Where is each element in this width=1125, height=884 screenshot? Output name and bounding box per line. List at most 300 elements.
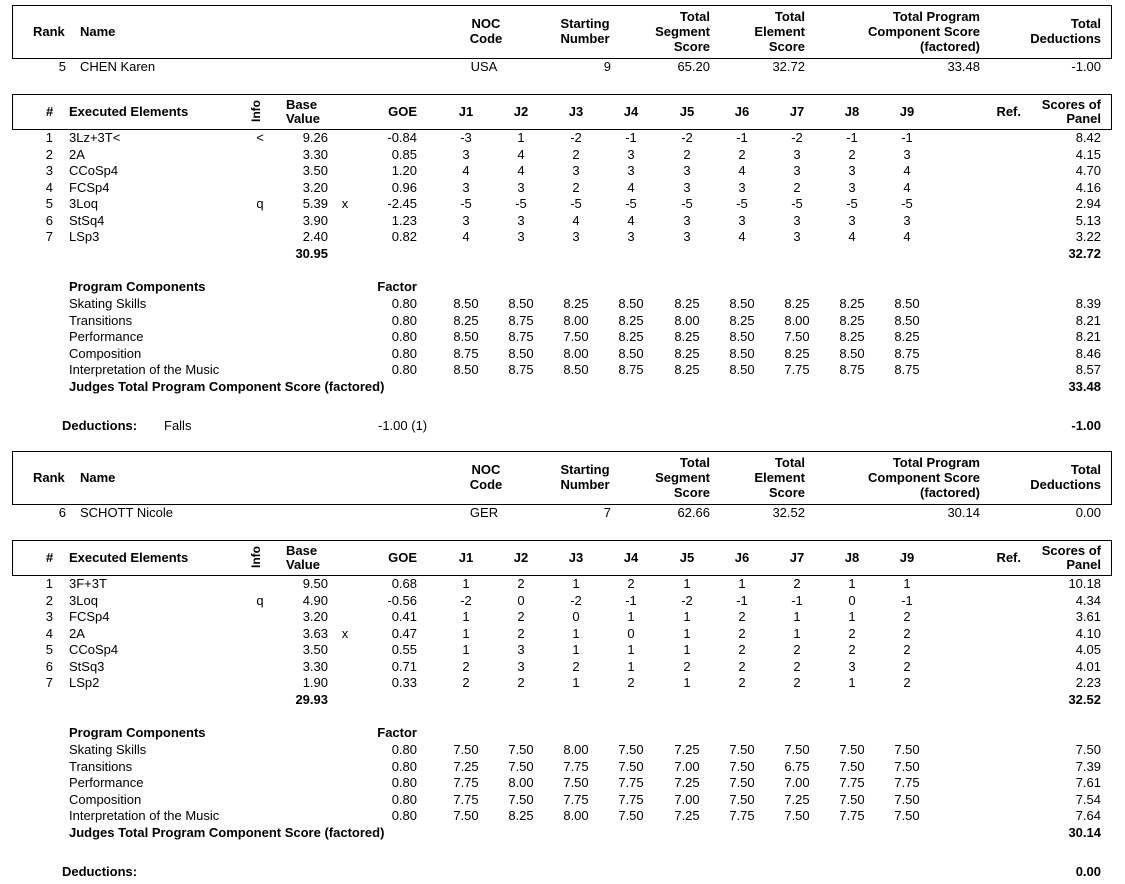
deductions-label: Deductions: xyxy=(62,418,138,433)
judge-header: J3 xyxy=(568,550,584,565)
component-judge-score: 8.00 xyxy=(563,313,589,328)
component-name: Skating Skills xyxy=(69,296,147,311)
element-judge-score: 2 xyxy=(517,576,525,591)
element-info: < xyxy=(256,130,264,145)
total-pcs: 33.48 xyxy=(947,59,980,74)
component-judge-score: 7.50 xyxy=(618,759,644,774)
element-judge-score: 2 xyxy=(738,626,746,641)
element-name: StSq4 xyxy=(69,213,105,228)
element-base-value: 3.50 xyxy=(302,163,328,178)
element-number: 4 xyxy=(45,626,53,641)
component-judge-score: 8.50 xyxy=(894,313,920,328)
element-goe: 1.20 xyxy=(391,163,417,178)
skater-name: CHEN Karen xyxy=(80,59,156,74)
component-judge-score: 7.50 xyxy=(784,742,810,757)
judges-total-pcs-value: 33.48 xyxy=(1068,379,1101,394)
element-goe: 1.23 xyxy=(391,213,417,228)
element-judge-score: 1 xyxy=(793,609,801,624)
component-judge-score: 7.50 xyxy=(894,759,920,774)
element-judge-score: -3 xyxy=(460,130,472,145)
judges-total-pcs-label: Judges Total Program Component Score (factored) xyxy=(69,379,385,394)
component-judge-score: 8.50 xyxy=(508,346,534,361)
component-judge-score: 7.50 xyxy=(839,759,865,774)
scores-of-panel-header: Panel xyxy=(1066,557,1101,572)
element-judge-score: 1 xyxy=(572,642,580,657)
element-judge-score: 3 xyxy=(793,229,801,244)
element-base-value: 1.90 xyxy=(302,675,328,690)
component-panel-score: 8.39 xyxy=(1075,296,1101,311)
component-judge-score: 7.50 xyxy=(729,775,755,790)
component-judge-score: 7.50 xyxy=(563,329,589,344)
component-judge-score: 8.25 xyxy=(839,313,865,328)
component-judge-score: 8.25 xyxy=(618,313,644,328)
judge-header: J1 xyxy=(458,550,474,565)
component-judge-score: 8.50 xyxy=(729,362,755,377)
element-judge-score: 1 xyxy=(903,576,911,591)
element-goe: 0.68 xyxy=(391,576,417,591)
element-judge-score: 3 xyxy=(517,213,525,228)
component-judge-score: 8.25 xyxy=(839,296,865,311)
deduction-type: Falls xyxy=(164,418,192,433)
element-bonus-mark: x xyxy=(341,196,349,211)
noc-header: Code xyxy=(469,477,503,492)
skater-start-number: 9 xyxy=(603,59,611,74)
element-judge-score: 1 xyxy=(462,642,470,657)
starting-number-header: Starting xyxy=(560,16,610,31)
element-score-header: Total xyxy=(774,9,805,24)
element-judge-score: -1 xyxy=(901,130,913,145)
element-panel-score: 3.61 xyxy=(1075,609,1101,624)
component-judge-score: 8.00 xyxy=(784,313,810,328)
program-components-header: Program Components xyxy=(69,725,206,740)
component-judge-score: 7.75 xyxy=(894,775,920,790)
element-judge-score: 3 xyxy=(738,213,746,228)
element-judge-score: 1 xyxy=(462,626,470,641)
segment-score-header: Score xyxy=(673,39,710,54)
element-judge-score: 1 xyxy=(683,576,691,591)
element-judge-score: 1 xyxy=(462,576,470,591)
element-judge-score: -5 xyxy=(901,196,913,211)
base-value-total: 30.95 xyxy=(295,246,328,261)
element-name: 2A xyxy=(69,147,85,162)
component-name: Transitions xyxy=(69,313,133,328)
element-judge-score: 4 xyxy=(517,163,525,178)
judge-header: J8 xyxy=(844,550,860,565)
element-name: StSq3 xyxy=(69,659,105,674)
total-segment-score: 65.20 xyxy=(677,59,710,74)
element-goe: 0.85 xyxy=(391,147,417,162)
element-judge-score: 4 xyxy=(627,180,635,195)
element-judge-score: 4 xyxy=(903,180,911,195)
element-panel-score: 8.42 xyxy=(1075,130,1101,145)
component-name: Composition xyxy=(69,346,142,361)
element-judge-score: 4 xyxy=(738,163,746,178)
element-judge-score: 1 xyxy=(793,626,801,641)
element-judge-score: 2 xyxy=(462,675,470,690)
component-judge-score: 8.75 xyxy=(508,329,534,344)
base-value-header: Value xyxy=(286,111,320,126)
component-judge-score: 8.25 xyxy=(839,329,865,344)
element-info: q xyxy=(256,196,264,211)
skater-name: SCHOTT Nicole xyxy=(80,505,173,520)
component-judge-score: 8.75 xyxy=(453,346,479,361)
element-judge-score: 1 xyxy=(627,609,635,624)
component-judge-score: 7.50 xyxy=(729,759,755,774)
pcs-header: Component Score xyxy=(868,470,980,485)
element-judge-score: 1 xyxy=(683,675,691,690)
element-panel-score: 10.18 xyxy=(1068,576,1101,591)
element-judge-score: -5 xyxy=(791,196,803,211)
element-judge-score: 2 xyxy=(572,180,580,195)
component-factor: 0.80 xyxy=(391,742,417,757)
element-judge-score: 2 xyxy=(793,180,801,195)
element-judge-score: -2 xyxy=(681,130,693,145)
judge-header: J8 xyxy=(844,104,860,119)
component-judge-score: 8.75 xyxy=(894,346,920,361)
element-judge-score: 3 xyxy=(683,229,691,244)
component-judge-score: 8.00 xyxy=(508,775,534,790)
starting-number-header: Number xyxy=(560,31,610,46)
component-judge-score: 7.75 xyxy=(784,362,810,377)
element-goe: 0.47 xyxy=(391,626,417,641)
component-judge-score: 8.25 xyxy=(894,329,920,344)
element-judge-score: 2 xyxy=(793,675,801,690)
element-panel-score: 5.13 xyxy=(1075,213,1101,228)
judge-header: J6 xyxy=(734,550,750,565)
component-factor: 0.80 xyxy=(391,296,417,311)
element-panel-score: 3.22 xyxy=(1075,229,1101,244)
element-judge-score: -5 xyxy=(515,196,527,211)
element-judge-score: 2 xyxy=(738,675,746,690)
num-header: # xyxy=(46,104,54,119)
element-goe: -0.84 xyxy=(387,130,417,145)
element-score-header: Score xyxy=(768,39,805,54)
name-header: Name xyxy=(80,470,116,485)
element-judge-score: 3 xyxy=(848,180,856,195)
component-panel-score: 7.54 xyxy=(1075,792,1101,807)
element-judge-score: 4 xyxy=(903,229,911,244)
element-score-total: 32.72 xyxy=(1068,246,1101,261)
element-judge-score: 3 xyxy=(627,229,635,244)
component-panel-score: 7.61 xyxy=(1075,775,1101,790)
element-name: FCSp4 xyxy=(69,609,110,624)
component-judge-score: 7.50 xyxy=(784,329,810,344)
element-judge-score: 2 xyxy=(903,659,911,674)
element-judge-score: 3 xyxy=(462,213,470,228)
element-judge-score: 3 xyxy=(793,213,801,228)
component-judge-score: 8.50 xyxy=(618,346,644,361)
component-judge-score: 8.50 xyxy=(453,329,479,344)
element-judge-score: 4 xyxy=(627,213,635,228)
element-judge-score: 0 xyxy=(572,609,580,624)
goe-header: GOE xyxy=(388,550,417,565)
info-header: Info xyxy=(249,546,263,568)
total-element-score: 32.72 xyxy=(772,59,805,74)
element-judge-score: 4 xyxy=(462,163,470,178)
element-judge-score: 3 xyxy=(517,180,525,195)
component-judge-score: 8.75 xyxy=(508,362,534,377)
element-panel-score: 2.23 xyxy=(1075,675,1101,690)
component-judge-score: 7.50 xyxy=(894,792,920,807)
component-judge-score: 7.50 xyxy=(618,808,644,823)
starting-number-header: Starting xyxy=(560,462,610,477)
element-judge-score: 2 xyxy=(738,609,746,624)
element-judge-score: 1 xyxy=(683,642,691,657)
judge-header: J7 xyxy=(789,550,805,565)
element-base-value: 3.90 xyxy=(302,213,328,228)
element-score-header: Element xyxy=(754,470,805,485)
element-score-header: Score xyxy=(768,485,805,500)
ref-header: Ref. xyxy=(996,104,1021,119)
component-judge-score: 7.50 xyxy=(563,775,589,790)
element-judge-score: 4 xyxy=(517,147,525,162)
element-judge-score: 3 xyxy=(683,180,691,195)
element-judge-score: 3 xyxy=(517,229,525,244)
executed-elements-header: Executed Elements xyxy=(69,550,189,565)
component-judge-score: 7.50 xyxy=(453,808,479,823)
deduction-total: -1.00 xyxy=(1071,418,1101,433)
element-judge-score: -5 xyxy=(460,196,472,211)
component-panel-score: 8.21 xyxy=(1075,313,1101,328)
component-judge-score: 7.50 xyxy=(839,792,865,807)
component-factor: 0.80 xyxy=(391,775,417,790)
component-judge-score: 8.00 xyxy=(563,346,589,361)
element-judge-score: 1 xyxy=(738,576,746,591)
judge-header: J4 xyxy=(623,104,639,119)
base-value-header: Base xyxy=(286,97,318,112)
element-judge-score: -5 xyxy=(625,196,637,211)
judges-total-pcs-value: 30.14 xyxy=(1068,825,1101,840)
deductions-header: Total xyxy=(1070,16,1101,31)
judges-total-pcs-label: Judges Total Program Component Score (factored) xyxy=(69,825,385,840)
element-judge-score: -1 xyxy=(736,593,748,608)
element-judge-score: -5 xyxy=(570,196,582,211)
component-judge-score: 8.50 xyxy=(453,362,479,377)
component-factor: 0.80 xyxy=(391,313,417,328)
element-judge-score: -1 xyxy=(625,130,637,145)
noc-header: Code xyxy=(469,31,503,46)
element-judge-score: 1 xyxy=(627,642,635,657)
element-name: 2A xyxy=(69,626,85,641)
element-judge-score: 3 xyxy=(517,642,525,657)
noc-header: NOC xyxy=(471,16,501,31)
component-judge-score: 7.75 xyxy=(563,759,589,774)
element-number: 5 xyxy=(45,642,53,657)
element-judge-score: -1 xyxy=(736,130,748,145)
element-number: 3 xyxy=(45,163,53,178)
element-judge-score: 3 xyxy=(903,147,911,162)
element-goe: -2.45 xyxy=(387,196,417,211)
component-judge-score: 8.75 xyxy=(894,362,920,377)
element-name: LSp3 xyxy=(69,229,100,244)
factor-header: Factor xyxy=(377,725,417,740)
element-judge-score: 3 xyxy=(793,147,801,162)
total-deductions: 0.00 xyxy=(1075,505,1101,520)
component-judge-score: 8.25 xyxy=(784,346,810,361)
element-panel-score: 4.34 xyxy=(1075,593,1101,608)
deductions-header: Total xyxy=(1070,462,1101,477)
element-judge-score: 1 xyxy=(848,675,856,690)
element-judge-score: 3 xyxy=(903,213,911,228)
component-name: Interpretation of the Music xyxy=(69,808,220,823)
element-base-value: 3.20 xyxy=(302,180,328,195)
element-judge-score: 2 xyxy=(738,147,746,162)
element-judge-score: -1 xyxy=(791,593,803,608)
element-judge-score: -2 xyxy=(570,593,582,608)
component-judge-score: 7.25 xyxy=(674,742,700,757)
component-judge-score: 7.75 xyxy=(729,808,755,823)
component-judge-score: 8.25 xyxy=(674,296,700,311)
component-judge-score: 7.75 xyxy=(563,792,589,807)
name-header: Name xyxy=(80,24,116,39)
element-goe: 0.82 xyxy=(391,229,417,244)
element-judge-score: 2 xyxy=(517,626,525,641)
component-name: Interpretation of the Music xyxy=(69,362,220,377)
element-number: 6 xyxy=(45,213,53,228)
component-panel-score: 8.46 xyxy=(1075,346,1101,361)
judge-header: J2 xyxy=(513,104,529,119)
element-name: CCoSp4 xyxy=(69,163,119,178)
element-goe: 0.55 xyxy=(391,642,417,657)
element-base-value: 3.20 xyxy=(302,609,328,624)
component-factor: 0.80 xyxy=(391,792,417,807)
component-judge-score: 8.75 xyxy=(839,362,865,377)
element-judge-score: 2 xyxy=(683,147,691,162)
element-judge-score: 1 xyxy=(462,609,470,624)
component-judge-score: 8.50 xyxy=(839,346,865,361)
element-number: 6 xyxy=(45,659,53,674)
component-judge-score: 7.75 xyxy=(453,775,479,790)
component-judge-score: 7.50 xyxy=(508,792,534,807)
component-judge-score: 7.25 xyxy=(674,775,700,790)
element-judge-score: -5 xyxy=(846,196,858,211)
element-judge-score: 1 xyxy=(683,609,691,624)
element-judge-score: -5 xyxy=(681,196,693,211)
goe-header: GOE xyxy=(388,104,417,119)
component-panel-score: 7.39 xyxy=(1075,759,1101,774)
skater-noc: USA xyxy=(470,59,498,74)
element-judge-score: -1 xyxy=(901,593,913,608)
judge-header: J6 xyxy=(734,104,750,119)
element-judge-score: 2 xyxy=(462,659,470,674)
component-judge-score: 8.25 xyxy=(563,296,589,311)
component-judge-score: 8.25 xyxy=(674,346,700,361)
pcs-header: Total Program xyxy=(892,9,980,24)
deduction-detail: -1.00 (1) xyxy=(378,418,428,433)
element-judge-score: 1 xyxy=(848,609,856,624)
element-info: q xyxy=(256,593,264,608)
component-judge-score: 8.50 xyxy=(563,362,589,377)
component-judge-score: 8.00 xyxy=(563,742,589,757)
element-judge-score: 1 xyxy=(572,576,580,591)
element-panel-score: 4.15 xyxy=(1075,147,1101,162)
judge-header: J4 xyxy=(623,550,639,565)
component-judge-score: 7.00 xyxy=(674,759,700,774)
element-judge-score: -2 xyxy=(570,130,582,145)
segment-score-header: Segment xyxy=(655,24,710,39)
deduction-total: 0.00 xyxy=(1075,864,1101,879)
segment-score-header: Segment xyxy=(655,470,710,485)
component-judge-score: 7.50 xyxy=(729,792,755,807)
element-judge-score: 0 xyxy=(627,626,635,641)
element-judge-score: 4 xyxy=(848,229,856,244)
element-judge-score: 1 xyxy=(848,576,856,591)
component-panel-score: 7.50 xyxy=(1075,742,1101,757)
element-judge-score: 2 xyxy=(903,626,911,641)
component-judge-score: 8.50 xyxy=(618,296,644,311)
element-goe: 0.71 xyxy=(391,659,417,674)
element-number: 1 xyxy=(45,130,53,145)
component-judge-score: 7.25 xyxy=(784,792,810,807)
element-judge-score: 2 xyxy=(517,609,525,624)
element-judge-score: 2 xyxy=(627,576,635,591)
element-judge-score: 3 xyxy=(627,147,635,162)
component-judge-score: 7.50 xyxy=(784,808,810,823)
component-panel-score: 8.21 xyxy=(1075,329,1101,344)
deductions-header: Deductions xyxy=(1030,31,1101,46)
element-base-value: 9.50 xyxy=(302,576,328,591)
element-judge-score: 3 xyxy=(793,163,801,178)
component-judge-score: 7.75 xyxy=(618,792,644,807)
skater-noc: GER xyxy=(469,505,499,520)
component-judge-score: 7.50 xyxy=(839,742,865,757)
component-judge-score: 8.75 xyxy=(618,362,644,377)
component-judge-score: 8.00 xyxy=(674,313,700,328)
element-judge-score: 3 xyxy=(848,659,856,674)
noc-header: NOC xyxy=(471,462,501,477)
element-judge-score: 2 xyxy=(903,609,911,624)
element-judge-score: -5 xyxy=(736,196,748,211)
element-judge-score: 1 xyxy=(627,659,635,674)
component-name: Transitions xyxy=(69,759,133,774)
element-judge-score: 4 xyxy=(572,213,580,228)
component-judge-score: 7.50 xyxy=(453,742,479,757)
element-judge-score: 1 xyxy=(517,130,525,145)
executed-elements-header: Executed Elements xyxy=(69,104,189,119)
element-judge-score: 4 xyxy=(738,229,746,244)
element-score-header: Element xyxy=(754,24,805,39)
component-judge-score: 7.75 xyxy=(618,775,644,790)
pcs-header: (factored) xyxy=(920,485,980,500)
element-panel-score: 4.05 xyxy=(1075,642,1101,657)
element-judge-score: 3 xyxy=(462,180,470,195)
component-judge-score: 8.25 xyxy=(674,329,700,344)
ref-header: Ref. xyxy=(996,550,1021,565)
total-element-score: 32.52 xyxy=(772,505,805,520)
element-number: 4 xyxy=(45,180,53,195)
element-panel-score: 4.16 xyxy=(1075,180,1101,195)
element-base-value: 2.40 xyxy=(302,229,328,244)
judge-header: J2 xyxy=(513,550,529,565)
component-judge-score: 8.50 xyxy=(453,296,479,311)
component-judge-score: 7.25 xyxy=(453,759,479,774)
element-goe: 0.33 xyxy=(391,675,417,690)
component-judge-score: 8.50 xyxy=(894,296,920,311)
element-name: FCSp4 xyxy=(69,180,110,195)
segment-score-header: Score xyxy=(673,485,710,500)
pcs-header: Component Score xyxy=(868,24,980,39)
component-judge-score: 7.25 xyxy=(674,808,700,823)
component-judge-score: 7.75 xyxy=(839,775,865,790)
element-judge-score: 2 xyxy=(903,642,911,657)
element-goe: -0.56 xyxy=(387,593,417,608)
element-judge-score: 3 xyxy=(572,163,580,178)
element-judge-score: 3 xyxy=(848,213,856,228)
component-factor: 0.80 xyxy=(391,362,417,377)
starting-number-header: Number xyxy=(560,477,610,492)
total-deductions: -1.00 xyxy=(1071,59,1101,74)
element-goe: 0.41 xyxy=(391,609,417,624)
